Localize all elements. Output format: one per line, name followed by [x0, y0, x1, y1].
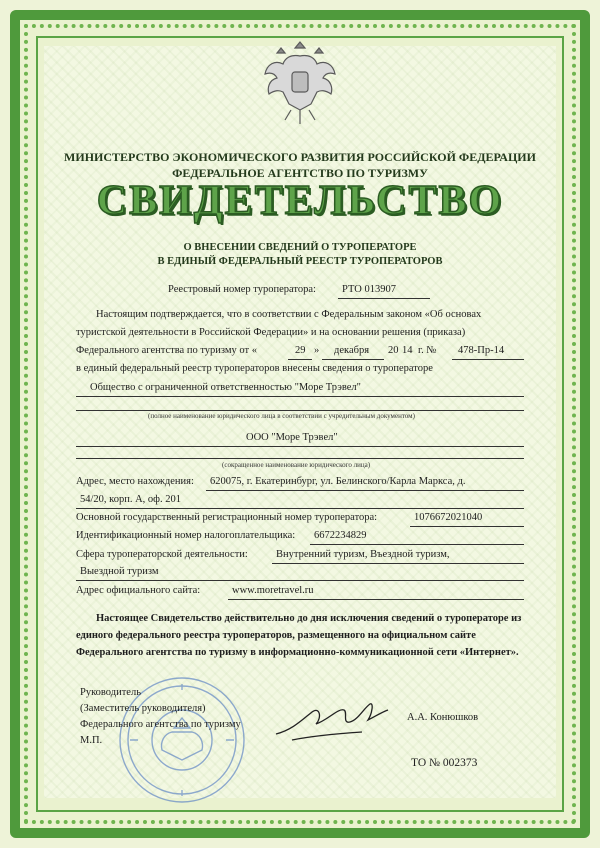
registry-label: Реестровый номер туроператора:	[168, 284, 316, 295]
signer-role-line-2: (Заместитель руководителя)	[80, 703, 206, 714]
ministry-heading: МИНИСТЕРСТВО ЭКОНОМИЧЕСКОГО РАЗВИТИЯ РОССИЙСКОЙ ФЕДЕРАЦИИ	[64, 150, 536, 164]
sphere-underline-2	[76, 580, 524, 581]
address-underline-1	[206, 490, 524, 491]
statement-line-2: туристской деятельности в Российской Федерации» и на основании решения (приказа)	[76, 327, 466, 338]
ogrn-label: Основной государственный регистрационный номер туроператора:	[76, 512, 378, 523]
certificate-title: СВИДЕТЕЛЬСТВО	[96, 178, 504, 224]
sphere-value-line-2: Выездной туризм	[80, 566, 159, 577]
signer-role-line-1: Руководитель	[80, 687, 141, 698]
ogrn-value: 1076672021040	[414, 512, 483, 523]
sphere-value-line-1: Внутренний туризм, Въездной туризм,	[276, 549, 450, 560]
full-name-underline-2	[76, 410, 524, 411]
address-label: Адрес, место нахождения:	[76, 476, 194, 487]
validity-line-1: Настоящее Свидетельство действительно до дня исключения сведений о туроператоре из	[96, 613, 522, 624]
signer-name: А.А. Конюшков	[407, 712, 479, 723]
statement-line-1: Настоящим подтверждается, что в соответствии с Федеральным законом «Об основах	[96, 309, 482, 320]
registry-underline	[338, 298, 430, 299]
inn-underline	[310, 544, 524, 545]
company-full-name: Общество с ограниченной ответственностью "Море Трэвел"	[90, 382, 361, 393]
month-underline	[322, 359, 384, 360]
short-name-caption: (сокращенное наименование юридического лица)	[222, 461, 371, 469]
statement-line-4: в единый федеральный реестр туроператоров внесены сведения о туроператоре	[76, 363, 433, 374]
year-suffix: 14	[402, 345, 413, 356]
full-name-underline-1	[76, 396, 524, 397]
handwritten-signature	[272, 690, 392, 750]
website-value: www.moretravel.ru	[232, 585, 314, 596]
statement-line-3-prefix: Федерального агентства по туризму от «	[76, 345, 257, 356]
validity-line-3: Федерального агентства по туризму в информационно-коммуникационной сети «Интернет».	[76, 647, 519, 658]
address-underline-2	[76, 508, 524, 509]
order-number: 478-Пр-14	[458, 345, 505, 356]
sphere-label: Сфера туроператорской деятельности:	[76, 549, 248, 560]
sphere-underline-1	[272, 563, 524, 564]
certificate-number: ТО № 002373	[411, 757, 478, 769]
website-underline	[228, 599, 524, 600]
order-underline	[452, 359, 524, 360]
statement-quote-close: »	[314, 345, 320, 356]
inn-label: Идентификационный номер налогоплательщика:	[76, 530, 296, 541]
year-word: г. №	[418, 345, 437, 356]
year-prefix: 20	[388, 345, 399, 356]
stamp-place-mark: М.П.	[80, 735, 103, 746]
short-name-underline-2	[76, 458, 524, 459]
subtitle-line-1: О ВНЕСЕНИИ СВЕДЕНИЙ О ТУРОПЕРАТОРЕ	[183, 242, 417, 253]
website-label: Адрес официального сайта:	[76, 585, 201, 596]
inn-value: 6672234829	[314, 530, 367, 541]
full-name-caption: (полное наименование юридического лица в соответствии с учредительным документом)	[148, 412, 415, 420]
order-month: декабря	[334, 345, 370, 356]
ogrn-underline	[410, 526, 524, 527]
signer-role-line-3: Федерального агентства по туризму	[80, 719, 241, 730]
order-day: 29	[295, 345, 306, 356]
company-short-name: ООО "Море Трэвел"	[246, 432, 338, 443]
agency-heading: ФЕДЕРАЛЬНОЕ АГЕНТСТВО ПО ТУРИЗМУ	[172, 166, 428, 180]
day-underline	[288, 359, 312, 360]
validity-line-2: единого федерального реестра туроператоров, размещенного на официальном сайте	[76, 630, 476, 641]
address-value-line-1: 620075, г. Екатеринбург, ул. Белинского/Карла Маркса, д.	[210, 476, 466, 487]
short-name-underline-1	[76, 446, 524, 447]
registry-number: РТО 013907	[342, 284, 396, 295]
subtitle-line-2: В ЕДИНЫЙ ФЕДЕРАЛЬНЫЙ РЕЕСТР ТУРОПЕРАТОРОВ	[157, 256, 443, 267]
address-value-line-2: 54/20, корп. А, оф. 201	[80, 494, 181, 505]
coat-of-arms-emblem	[261, 34, 339, 130]
